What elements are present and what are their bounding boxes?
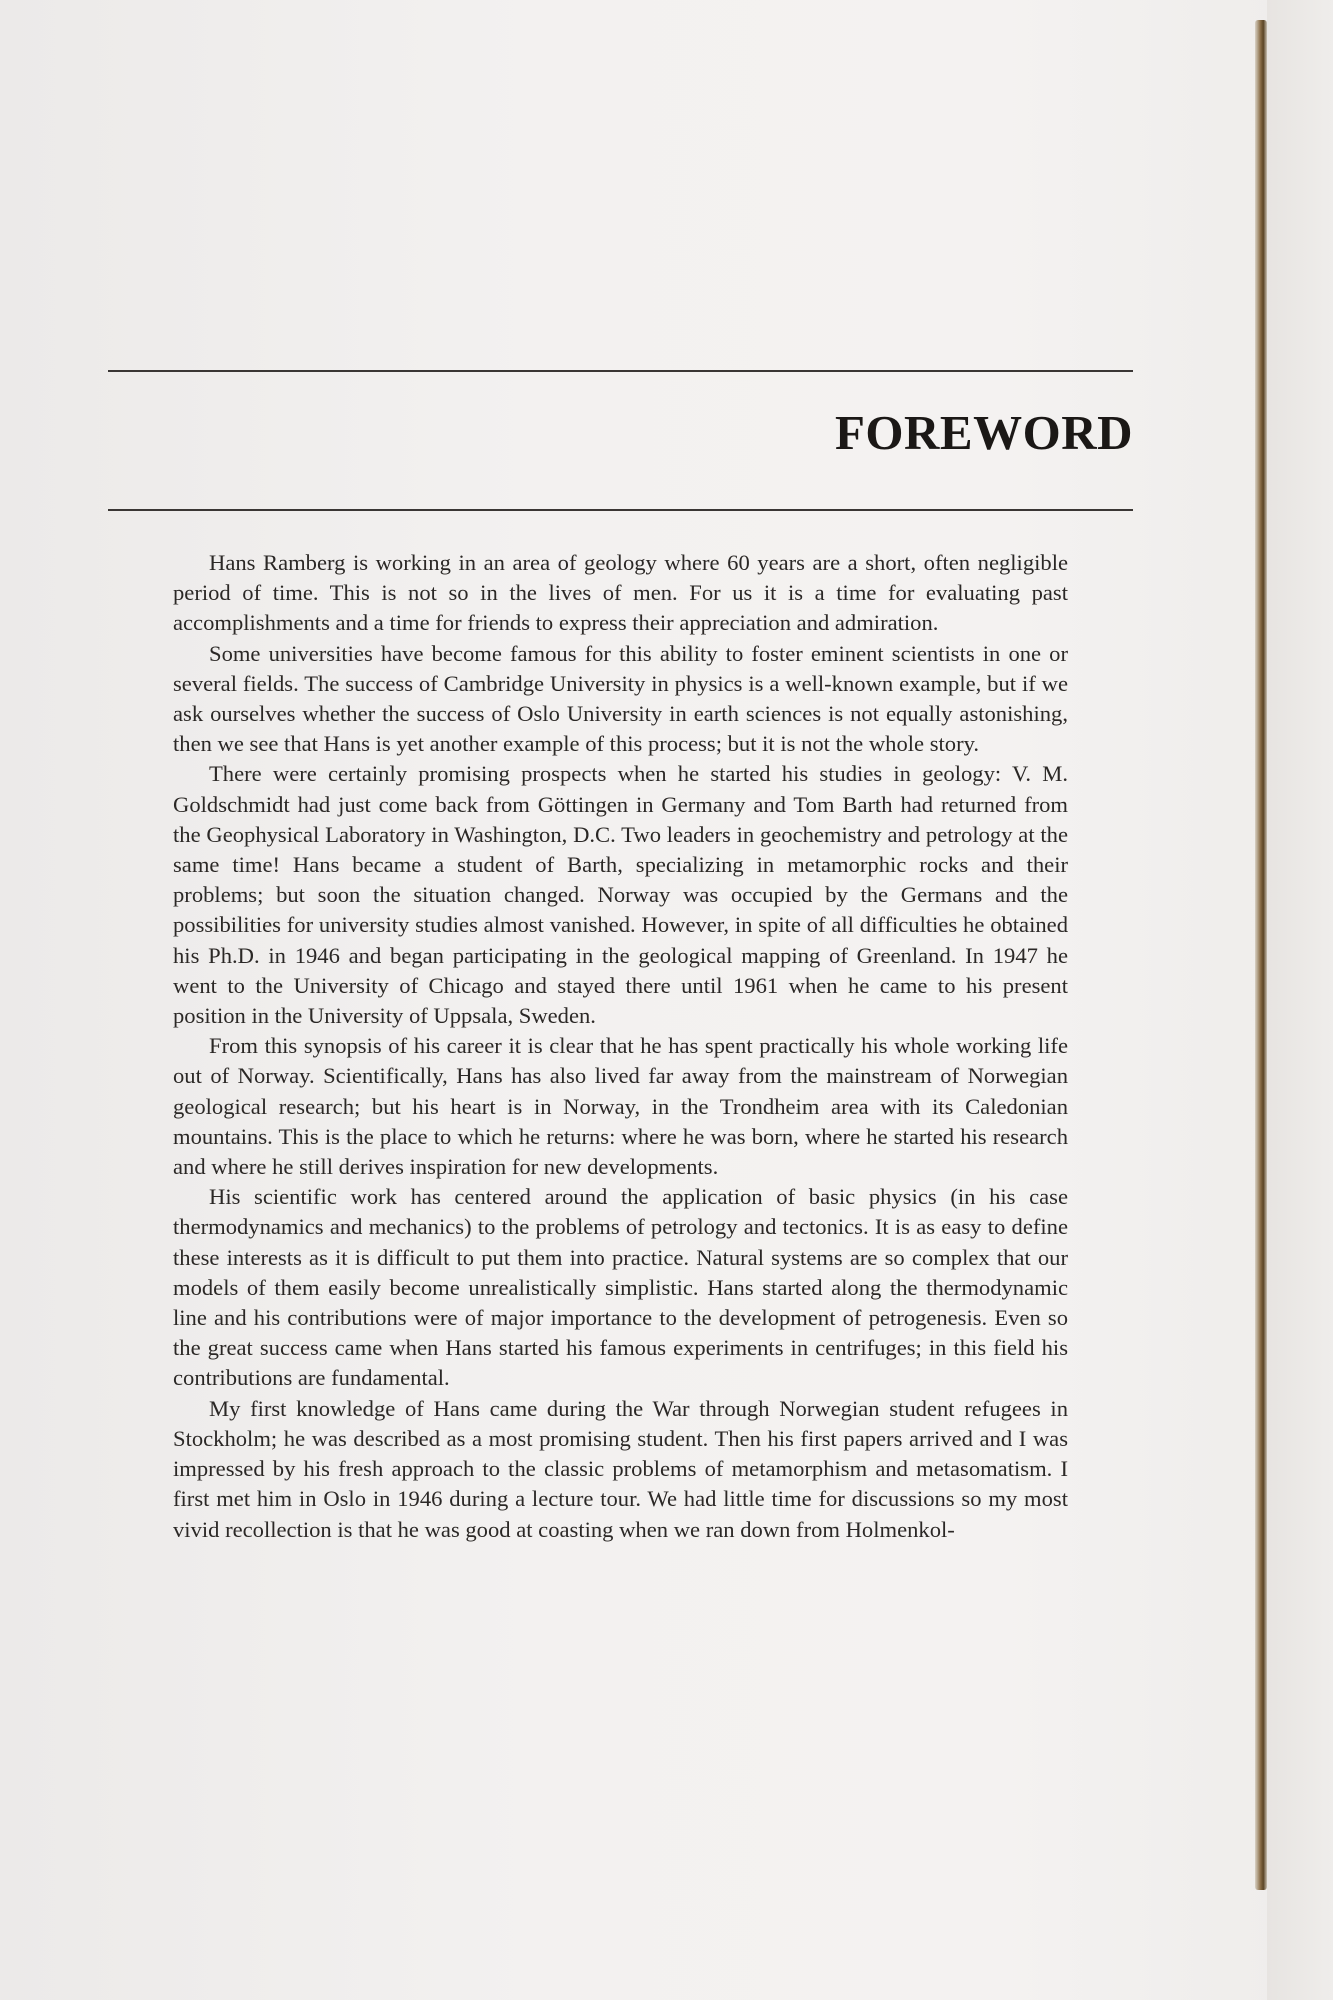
paragraph: My first knowledge of Hans came during the War through Norwegian student refugees in Stockholm; he was described as a most promising student. Then his first papers arrived and I was impressed by his fresh approach to the classic problems of metamorphism and metasomatism. I first met him in Oslo in 1946 during a lecture tour. We had little time for discussions so my most vivid recollection is that he was good at coasting when we ran down from Holmenkol- <box>173 1395 1068 1542</box>
foreword-body <box>173 548 1068 1545</box>
page-edge <box>1255 20 1267 1890</box>
paragraph: There were certainly promising prospects when he started his studies in geology: V. M. Goldschmidt had just come back from Göttingen in Germany and Tom Barth had returned from the Geophysical Laboratory in Washington, D.C. Two leaders in geochemistry and petrology at the same time! Hans became a student of Barth, specializing in metamorphic rocks and their problems; but soon the situation changed. Norway was occupied by the Germans and the possibilities for university studies almost vanished. However, in spite of all difficulties he obtained his Ph.D. in 1946 and began participating in the geological mapping of Greenland. In 1947 he went to the University of Chicago and stayed there until 1961 when he came to his present position in the University of Uppsala, Sweden. <box>173 761 1068 1029</box>
title-rule-top <box>108 370 1133 372</box>
title-rule-bottom <box>108 509 1133 511</box>
page-title: FOREWORD <box>835 405 1133 460</box>
paragraph: His scientific work has centered around the application of basic physics (in his case thermodynamics and mechanics) to the problems of petrology and tectonics. It is as easy to define these interests as it is difficult to put them into practice. Natural systems are so complex that our models of them easily become unrealistically simplistic. Hans started along the thermodynamic line and his contributions were of major importance to the development of petrogenesis. Even so the great success came when Hans started his famous experiments in centrifuges; in this field his contributions are fundamental. <box>173 1184 1068 1391</box>
paragraph: Hans Ramberg is working in an area of geology where 60 years are a short, often negligible period of time. This is not so in the lives of men. For us it is a time for evaluating past accomplishments and a time for friends to express their appreciation and admiration. <box>173 550 1068 636</box>
paragraph: Some universities have become famous for this ability to foster eminent scientists in one or several fields. The success of Cambridge University in physics is a well-known example, but if we ask ourselves whether the success of Oslo University in earth sciences is not equally astonishing, then we see that Hans is yet another example of this process; but it is not the whole story. <box>173 640 1068 757</box>
paragraph: From this synopsis of his career it is clear that he has spent practically his whole working life out of Norway. Scientifically, Hans has also lived far away from the mainstream of Norwegian geological research; but his heart is in Norway, in the Trondheim area with its Caledonian mountains. This is the place to which he returns: where he was born, where he started his research and where he still derives inspiration for new developments. <box>173 1033 1068 1180</box>
right-margin <box>1267 0 1333 2000</box>
